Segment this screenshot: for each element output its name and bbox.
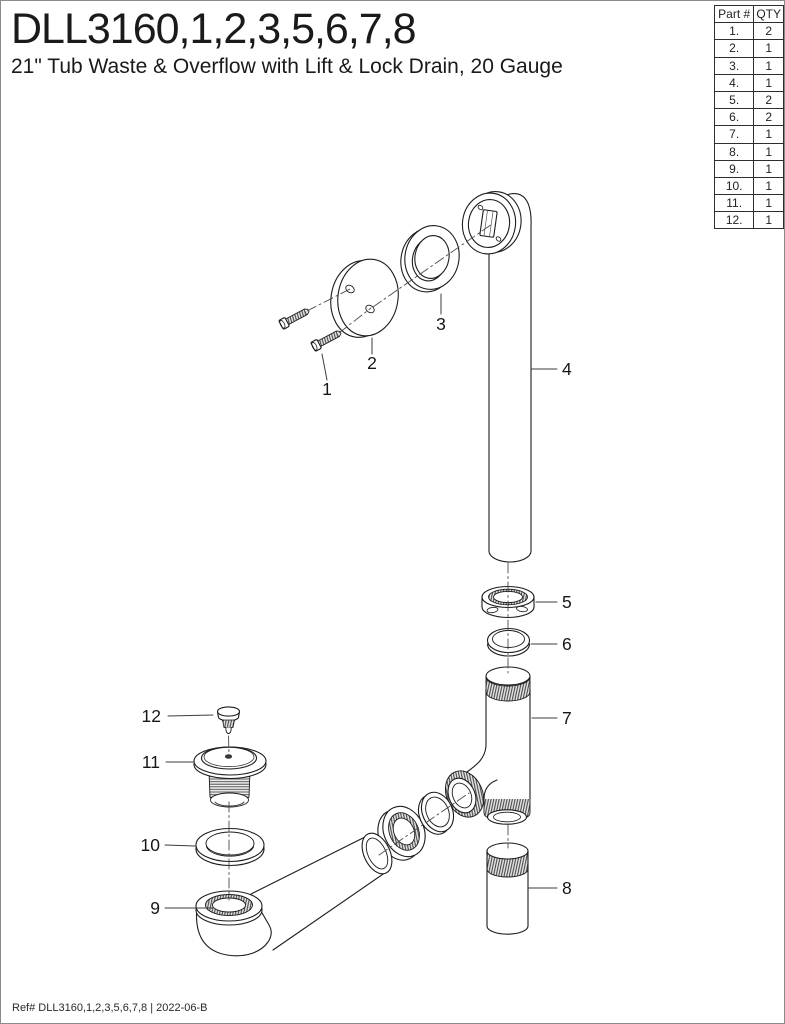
overflow-face-plate-drawing [325, 255, 403, 342]
part-cell: 11. [715, 195, 754, 212]
drain-body-drawing [194, 747, 266, 807]
qty-cell: 1 [754, 212, 784, 229]
page-title: DLL3160,1,2,3,5,6,7,8 [11, 5, 416, 53]
qty-cell: 1 [754, 160, 784, 177]
part-cell: 7. [715, 126, 754, 143]
mounting-screw-drawing [278, 306, 310, 330]
stopper-post-hole [225, 754, 232, 759]
overflow-opening [480, 210, 497, 238]
qty-cell: 1 [754, 195, 784, 212]
header-qty: QTY [754, 6, 784, 23]
part-cell: 4. [715, 74, 754, 91]
callout-5-label: 5 [562, 592, 572, 612]
qty-cell: 1 [754, 74, 784, 91]
qty-cell: 2 [754, 109, 784, 126]
callout-2-label: 2 [367, 353, 377, 373]
part-cell: 5. [715, 91, 754, 108]
qty-cell: 1 [754, 126, 784, 143]
callout-8-label: 8 [562, 878, 572, 898]
part-cell: 2. [715, 40, 754, 57]
qty-cell: 2 [754, 23, 784, 40]
overflow-tube-drawing [459, 188, 532, 562]
part-cell: 8. [715, 143, 754, 160]
footer-reference: Ref# DLL3160,1,2,3,5,6,7,8 | 2022-06-B [12, 1002, 208, 1014]
part-cell: 3. [715, 57, 754, 74]
knob-knurl [223, 720, 235, 728]
callout-7-label: 7 [562, 708, 572, 728]
mounting-screw-drawing [310, 328, 342, 352]
part-cell: 1. [715, 23, 754, 40]
qty-cell: 1 [754, 40, 784, 57]
qty-cell: 2 [754, 91, 784, 108]
stopper-knob-drawing [218, 707, 240, 734]
exploded-assembly-diagram [1, 1, 784, 1023]
part-cell: 6. [715, 109, 754, 126]
part-cell: 9. [715, 160, 754, 177]
callout-10-label: 10 [140, 835, 160, 855]
tee-tailpiece-drawing [438, 667, 530, 824]
page-subtitle: 21" Tub Waste & Overflow with Lift & Lock Drain, 20 Gauge [11, 55, 563, 79]
callout-3-label: 3 [436, 314, 446, 334]
header-part-number: Part # [715, 6, 754, 23]
callout-1-label: 1 [322, 379, 332, 399]
qty-cell: 1 [754, 57, 784, 74]
drain-tube-drawing [487, 843, 528, 938]
callout-11-label: 11 [141, 752, 160, 772]
callout-4-label: 4 [562, 359, 572, 379]
qty-cell: 1 [754, 143, 784, 160]
qty-cell: 1 [754, 177, 784, 194]
slip-washer-drawing [488, 629, 530, 657]
callout-9-label: 9 [150, 898, 160, 918]
callout-6-label: 6 [562, 634, 572, 654]
drain-washer-drawing [196, 829, 264, 866]
part-cell: 12. [715, 212, 754, 229]
overflow-gasket-drawing [396, 221, 464, 296]
part-cell: 10. [715, 177, 754, 194]
callout-12-label: 12 [141, 706, 161, 726]
